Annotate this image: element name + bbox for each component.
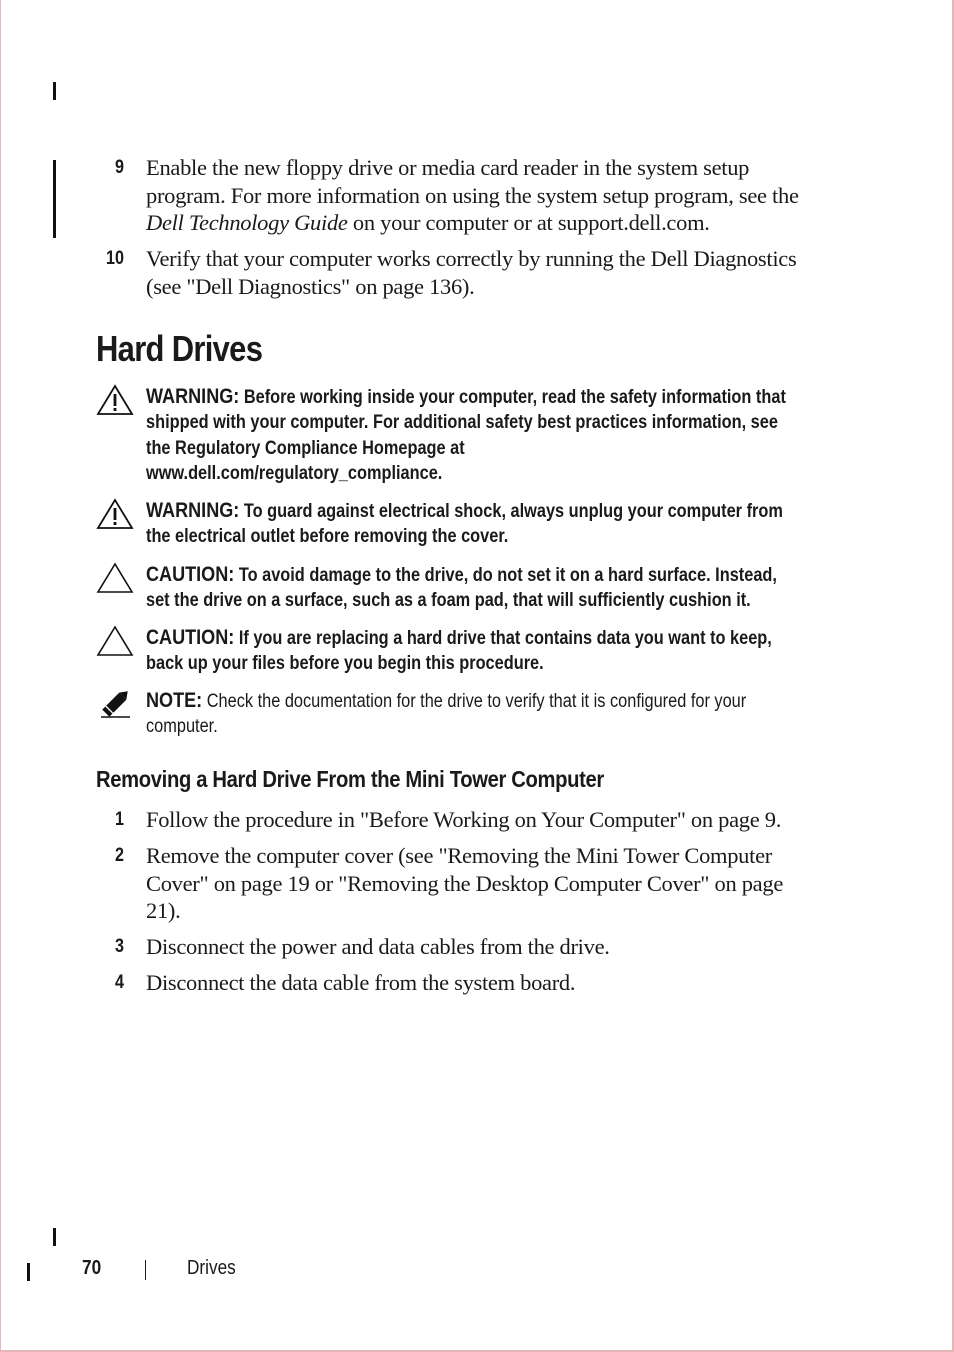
step-item [96,245,826,300]
step-number: 4 [115,972,124,993]
step-text: Disconnect the power and data cables from the drive. [146,934,610,959]
step-item [96,933,826,961]
notice-label: CAUTION: [146,626,235,649]
step-number: 1 [115,809,124,830]
footer-divider [145,1260,146,1280]
support-link[interactable]: support.dell.com [557,210,705,235]
change-bar [53,160,56,238]
caution-notice [96,625,836,677]
page-edge [0,0,1,1352]
step-item [96,842,796,925]
notice-label: NOTE: [146,689,203,712]
notice-text: NOTE: Check the documentation for the drive to verify that it is configured for your computer. [146,689,747,738]
change-bar [53,1228,56,1246]
notice-label: CAUTION: [146,563,235,586]
notice-label: WARNING: [146,499,240,522]
step-text: Verify that your computer works correctly by running the Dell Diagnostics (see "Dell Diagnostics" on page 136). [146,246,797,299]
caution-icon [96,562,134,594]
warning-icon [96,384,134,416]
caution-icon [96,625,134,657]
step-number: 9 [115,157,124,178]
step-text: Remove the computer cover (see "Removing the Mini Tower Computer Cover" on page 19 or "Removing the Desktop Computer Cover" on page 21). [146,843,784,923]
notice-text: CAUTION: If you are replacing a hard drive that contains data you want to keep, back up your files before you begin this procedure. [146,626,772,675]
regulatory-link[interactable]: www.dell.com/regulatory_compliance [146,462,438,484]
step-text: Enable the new floppy drive or media card reader in the system setup program. For more information on using the system setup program, see the Dell Technology Guide on your computer or at support.dell.com. [146,155,799,235]
step-number: 2 [115,845,124,866]
page-number: 70 [82,1257,102,1279]
warning-notice [96,498,836,550]
notice-text: WARNING: Before working inside your computer, read the safety information that shipped with your computer. For additional safety best practices information, see the Regulatory Compliance Homepage at www.dell.com/regulatory_compliance. [146,385,786,484]
change-bar [27,1263,30,1281]
caution-notice [96,562,836,614]
notice-label: WARNING: [146,385,240,408]
pencil-icon [96,688,134,720]
step-item [96,969,826,997]
section-heading: Hard Drives [96,328,263,369]
notice-text: WARNING: To guard against electrical shock, always unplug your computer from the electrical outlet before removing the cover. [146,499,783,548]
step-item [96,806,826,834]
warning-notice [96,384,836,486]
step-number: 3 [115,936,124,957]
subsection-heading: Removing a Hard Drive From the Mini Tower Computer [96,766,604,792]
change-bar [53,82,56,100]
notice-text: CAUTION: To avoid damage to the drive, do not set it on a hard surface. Instead, set the drive on a surface, such as a foam pad, that will sufficiently cushion it. [146,563,777,612]
warning-icon [96,498,134,530]
step-number: 10 [106,248,124,269]
step-text: Disconnect the data cable from the system board. [146,970,576,995]
footer-section-title: Drives [187,1257,236,1279]
step-item [96,154,826,237]
step-text: Follow the procedure in "Before Working on Your Computer" on page 9. [146,807,782,832]
note-notice [96,688,836,740]
